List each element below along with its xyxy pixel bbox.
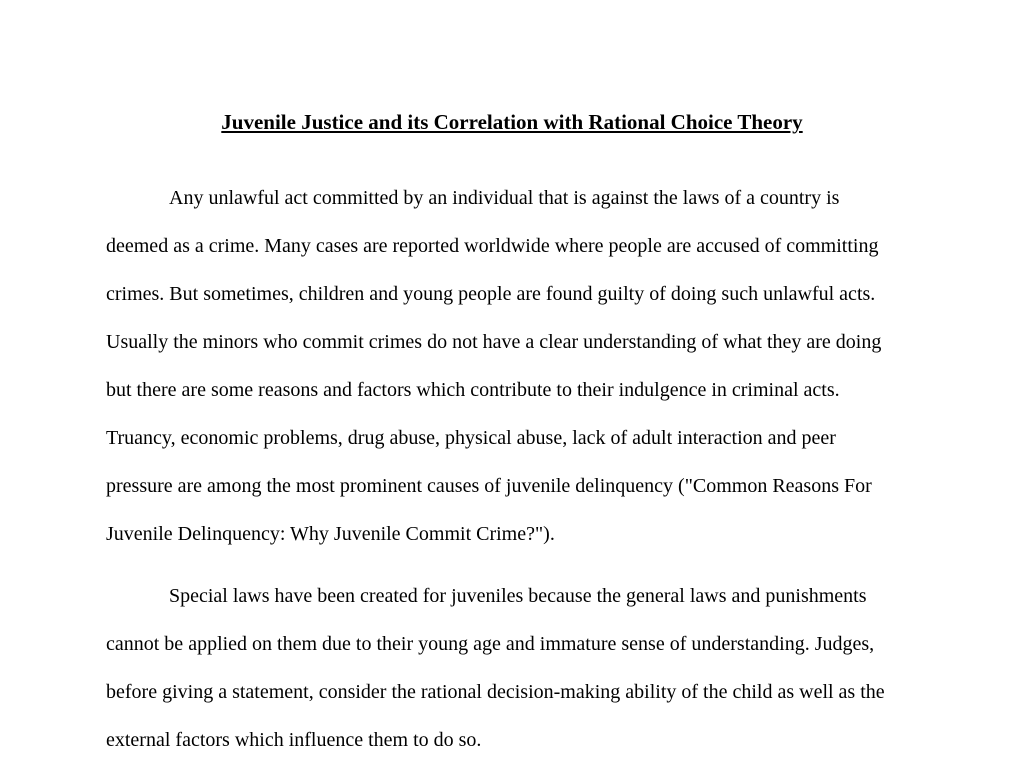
paragraph-1 <box>106 174 918 558</box>
text-line: Juvenile Delinquency: Why Juvenile Commit Crime?"). <box>106 523 555 546</box>
text-line: but there are some reasons and factors which contribute to their indulgence in criminal acts. <box>106 379 840 402</box>
essay-title <box>106 102 918 142</box>
text-line: Special laws have been created for juveniles because the general laws and punishments <box>169 585 867 608</box>
text-line: Truancy, economic problems, drug abuse, physical abuse, lack of adult interaction and peer <box>106 427 836 450</box>
text-line: external factors which influence them to do so. <box>106 729 482 752</box>
paragraph-2 <box>106 572 918 764</box>
text-line: Usually the minors who commit crimes do not have a clear understanding of what they are doing <box>106 331 882 354</box>
text-line: pressure are among the most prominent causes of juvenile delinquency ("Common Reasons For <box>106 475 872 498</box>
text-line: cannot be applied on them due to their young age and immature sense of understanding. Judges, <box>106 633 875 656</box>
text-line: crimes. But sometimes, children and young people are found guilty of doing such unlawful acts. <box>106 283 876 306</box>
text-line: before giving a statement, consider the rational decision-making ability of the child as well as the <box>106 681 885 704</box>
text-line: Any unlawful act committed by an individual that is against the laws of a country is <box>169 187 840 210</box>
essay-title-text: Juvenile Justice and its Correlation with Rational Choice Theory <box>221 110 803 135</box>
text-line: deemed as a crime. Many cases are reported worldwide where people are accused of committing <box>106 235 879 258</box>
